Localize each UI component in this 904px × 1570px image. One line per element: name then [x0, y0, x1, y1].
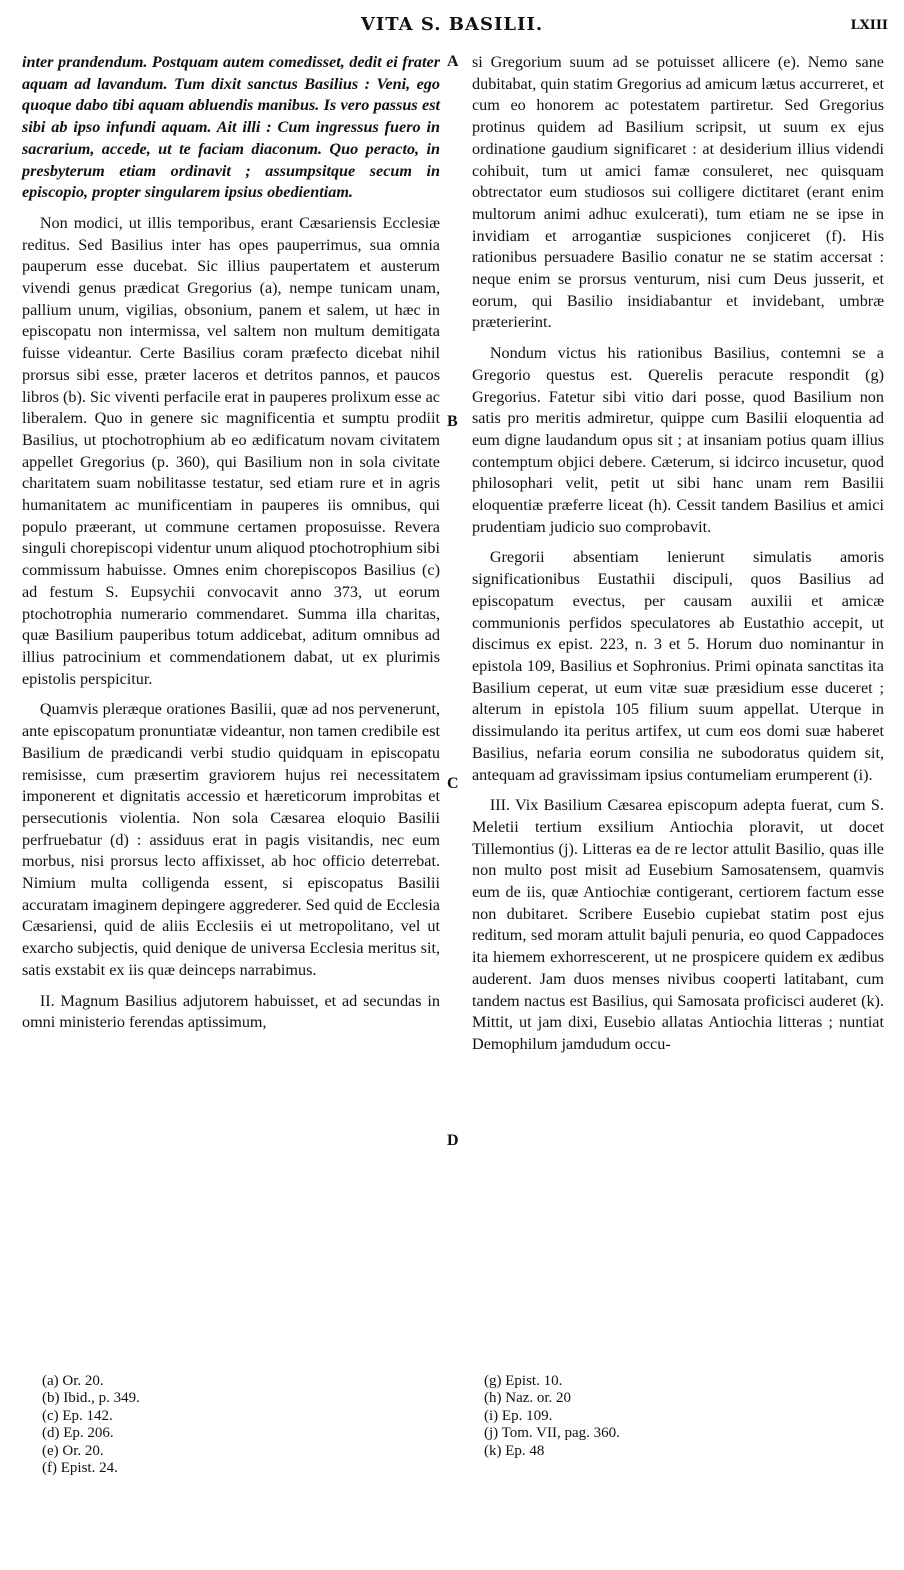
footnote-a: (a) Or. 20. — [42, 1373, 104, 1389]
footnote-i: (i) Ep. 109. — [484, 1407, 553, 1424]
left-paragraph-1: inter prandendum. Postquam autem comedisset, dedit ei frater aquam ad lavandum. Tum dixit sanctus Basilius : Veni, ego quoque dabo tibi aquam abluendis manibus. Is vero passus est sibi ab ipso infundi aquam. Ait illi : Cum ingressus fuero in sacrarium, accede, ut te faciam diaconum. Quo peracto, in presbyterum etiam ordinavit ; assumpsitque secum in episcopio, propter singularem ipsius obedientiam. — [22, 53, 440, 202]
footnote-j: (j) Tom. VII, pag. 360. — [484, 1425, 620, 1442]
margin-letter-a: A — [447, 53, 459, 70]
running-title: VITA S. BASILII. — [360, 14, 544, 35]
left-paragraph-3: Quamvis pleræque orationes Basilii, quæ ad nos pervenerunt, ante episcopatum pronuntiatæ videantur, non tamen credibile est Basilium de prædicandi verbi studio quidquam in episcopatu remisisse, cum præsertim graviorem hujus rei necessitatem imponerent et dignitatis accessio et hæreticorum improbitas et persecutionis violentia. Non sola Cæsarea eloquio Basilii perfruebatur (d) : assiduus erat in pagis visitandis, nec eum morbus, nisi prorsus lecto affixisset, ab hoc officio deterrebat. Nimium multa colligenda essent, si episcopatus Basilii accuratam imaginem depingere aggrederer. Sed quid de Ecclesia Cæsariensi, quid de aliis Ecclesiis ei ut metropolitano, vel ut exarcho subjectis, quid denique de universa Ecclesia meritus sit, satis exstabit ex iis quæ deinceps narrabimus. — [22, 700, 440, 979]
margin-letter-d: D — [447, 1132, 459, 1149]
margin-letter-b: B — [447, 413, 458, 430]
right-paragraph-3: Gregorii absentiam lenierunt simulatis amoris significationibus Eustathii discipuli, quos Basilius ad episcopatum evectus, per causam auxilii et amicæ communionis perfidos speculatores ab Eustathio accepit, ut discimus ex epist. 223, n. 3 et 5. Horum duo nominantur in epistola 109, Basilius et Sophronius. Primi opinata sanctitas ita Basilium ceperat, ut eum vitæ suæ præsidium esse duceret ; alterum in epistola 105 filium suum appellat. Uterque in dissimulando ita peritus artifex, ut cum eos domi suæ haberet Basilius, nefaria eorum consilia ne subodoratus quidem sit, antequam ad gravissimam ipsius contumeliam erumperent (i). — [472, 548, 884, 784]
right-paragraph-4: III. Vix Basilium Cæsarea episcopum adepta fuerat, cum S. Meletii tertium exsilium Antiochia ploravit, ut docet Tillemontius (j). Litteras ea de re lector attulit Basilio, quas ille non multo post misit ad Eusebium Samosatensem, quamvis eum de iis, quæ Antiochiæ contigerant, certiorem factum esse non dubitaret. Scribere Eusebio cupiebat statim post ejus reditum, sed moram attulit bajuli penuria, eo quod Cappadoces ita hiemem exhorrescerent, ut ne prospicere quidem ex ædibus auderent. Jam duos menses nivibus cooperti latitabant, cum tandem nactus est Basilius, qui Samosata proficisci auderet (k). Mittit, ut jam dixi, Eusebio allatas Antiochia litteras ; nuntiat Demophilum jamdudum occu- — [472, 796, 884, 1053]
footnotes-left — [42, 1373, 140, 1477]
footnote-b: (b) Ibid., p. 349. — [42, 1390, 140, 1407]
footnote-g: (g) Epist. 10. — [484, 1373, 563, 1389]
footnote-f: (f) Epist. 24. — [42, 1460, 118, 1477]
right-column — [472, 52, 884, 1056]
footnote-h: (h) Naz. or. 20 — [484, 1390, 572, 1407]
running-head — [0, 8, 904, 38]
right-paragraph-2: Nondum victus his rationibus Basilius, contemni se a Gregorio questus est. Querelis peracute respondit (g) Gregorius. Fatetur sibi vitio dari posse, quod Basilium non satis pro meritis admiretur, quippe cum Basilii eloquentia ad eum digne laudandum opus sit ; at insaniam potius quam illius contemptum objici debere. Cæterum, si idcirco incusetur, quod philosophari velit, petit ut sibi hanc unam rem Basilii eloquentiæ præferre liceat (h). Cessit tandem Basilius et amici prudentiam judicio suo comprobavit. — [472, 344, 884, 536]
footnote-d: (d) Ep. 206. — [42, 1425, 114, 1442]
margin-letter-c: C — [447, 775, 459, 792]
footnotes-right — [484, 1373, 620, 1460]
page-number: LXIII — [850, 18, 888, 33]
left-paragraph-2: Non modici, ut illis temporibus, erant Cæsariensis Ecclesiæ reditus. Sed Basilius inter has opes pauperrimus, sua omnia pauperum esse ducebat. Sic illius paupertatem et austerum vivendi genus prædicat Gregorius (a), nempe tunicam unam, pallium unum, vigilias, obsonium, panem et salem, ut hæc in episcopatu non intermissa, vel saltem non multum demitigata fuisse videantur. Certe Basilius coram præfecto dicebat nihil prorsus sibi esse, præter laceros et detritos pannos, et paucos libros (b). Sic viventi perfacile erat in pauperes prolixum esse ac liberalem. Quo in genere sic magnificentia et sumptu prodiit Basilius, ut ptochotrophium ab eo ædificatum novam civitatem appellet Gregorius (p. 360), qui Basilium non in sola civitate charitatem suam nobilitasse testatur, sed etiam rure et in agris humanitatem ac munificentiam in pauperes iis omnibus, qui populo præerant, ut commune certamen proposuisse. Revera singuli chorepiscopi videntur unum aliquod ptochotrophium sibi commissum habuisse. Omnes enim chorepiscopos Basilius (c) ad festum S. Eupsychii convocavit anno 373, ut eorum ptochotrophia numerario commendaret. Summa illa charitas, quæ Basilium pauperibus totum addicebat, aditum omnibus ad illius patrocinium et commendationem dabat, ut ex plurimis epistolis perspicitur. — [22, 213, 440, 688]
left-paragraph-4: II. Magnum Basilius adjutorem habuisset, et ad secundas in omni ministerio ferendas aptissimum, — [22, 991, 440, 1032]
footnote-e: (e) Or. 20. — [42, 1442, 104, 1459]
left-column — [22, 52, 440, 1034]
footnote-c: (c) Ep. 142. — [42, 1407, 113, 1424]
footnote-k: (k) Ep. 48 — [484, 1442, 545, 1459]
right-paragraph-1: si Gregorium suum ad se potuisset allicere (e). Nemo sane dubitabat, quin statim Gregorius ad amicum lætus accurreret, et cum eo honorem ac potestatem partiretur. Sed Gregorius protinus quidem ad Basilium scripsit, ut suum ex ejus ordinatione gaudium significaret : at desiderium illius videndi cohibuit, tum ut amici famæ consuleret, nec quisquam obtrectator eum studiosos sui colligere dictitaret (erant enim multorum animi adhuc exulcerati), tum etiam ne se ipse in invidiam et arrogantiæ suspiciones conjiceret (f). His rationibus persuadere Basilio conatur ne se statim accersat : neque enim se prorsus venturum, nisi cum Deus jusserit, et eorum, qui Basilio insidiabantur et invidebant, umbræ præterierint. — [472, 53, 884, 332]
